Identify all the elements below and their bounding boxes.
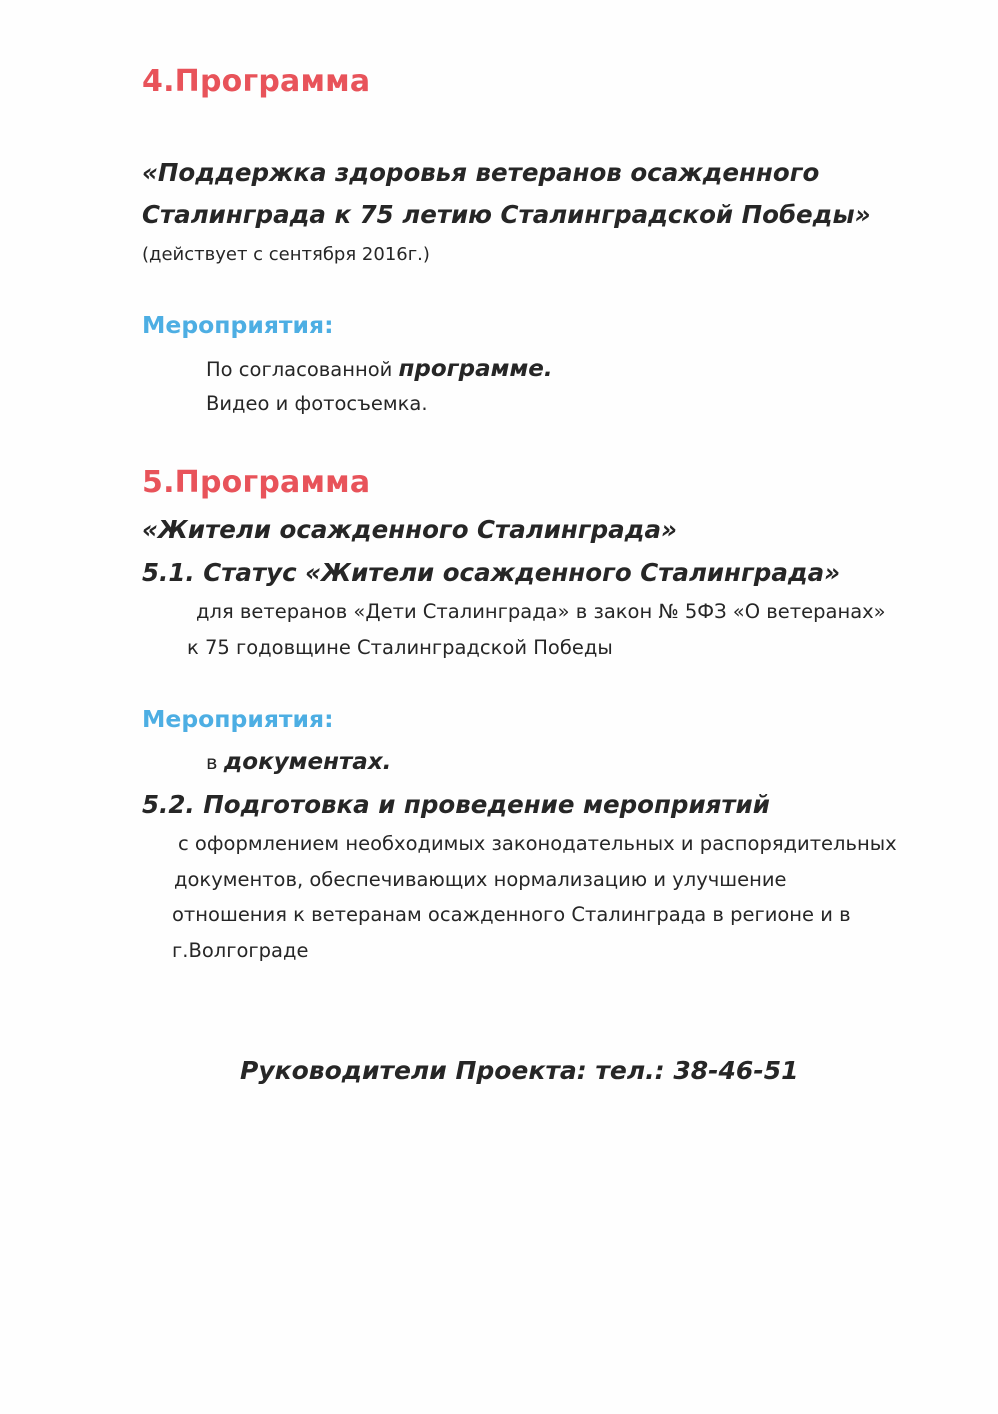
item-5-2-line1: с оформлением необходимых законодательных и распорядительных [178,832,897,855]
events-line-emphasis: документах. [223,749,392,775]
program-4-title-line1: «Поддержка здоровья ветеранов осажденного [142,158,820,187]
program-4-events-line1 [206,356,553,382]
item-5-2-line2: документов, обеспечивающих нормализацию и улучшение [174,868,787,891]
item-5-1-line2: к 75 годовщине Сталинградской Победы [187,636,613,659]
item-5-2-title: 5.2. Подготовка и проведение мероприятий [142,790,770,819]
item-5-2-line4: г.Волгограде [172,939,309,962]
program-5-events-heading: Мероприятия: [142,705,334,733]
program-5-title: «Жители осажденного Сталинграда» [142,515,677,544]
item-5-1-line1: для ветеранов «Дети Сталинграда» в закон № 5ФЗ «О ветеранах» [196,600,886,623]
program-4-events-line2: Видео и фотосъемка. [206,392,428,415]
program-5-heading: 5.Программа [142,465,371,500]
program-4-note: (действует с сентября 2016г.) [142,244,430,265]
events-line-prefix: в [206,751,224,774]
program-4-heading: 4.Программа [142,64,371,99]
project-contact: Руководители Проекта: тел.: 38-46-51 [240,1056,799,1085]
item-5-2-line3: отношения к ветеранам осажденного Сталинграда в регионе и в [172,903,851,926]
program-4-events-heading: Мероприятия: [142,311,334,339]
events-line1-prefix: По согласованной [206,358,399,381]
events-line1-emphasis: программе. [398,356,553,382]
program-4-title-line2: Сталинграда к 75 летию Сталинградской Победы» [142,200,871,229]
item-5-1-title: 5.1. Статус «Жители осажденного Сталинграда» [142,558,841,587]
program-5-events-line [206,749,391,775]
